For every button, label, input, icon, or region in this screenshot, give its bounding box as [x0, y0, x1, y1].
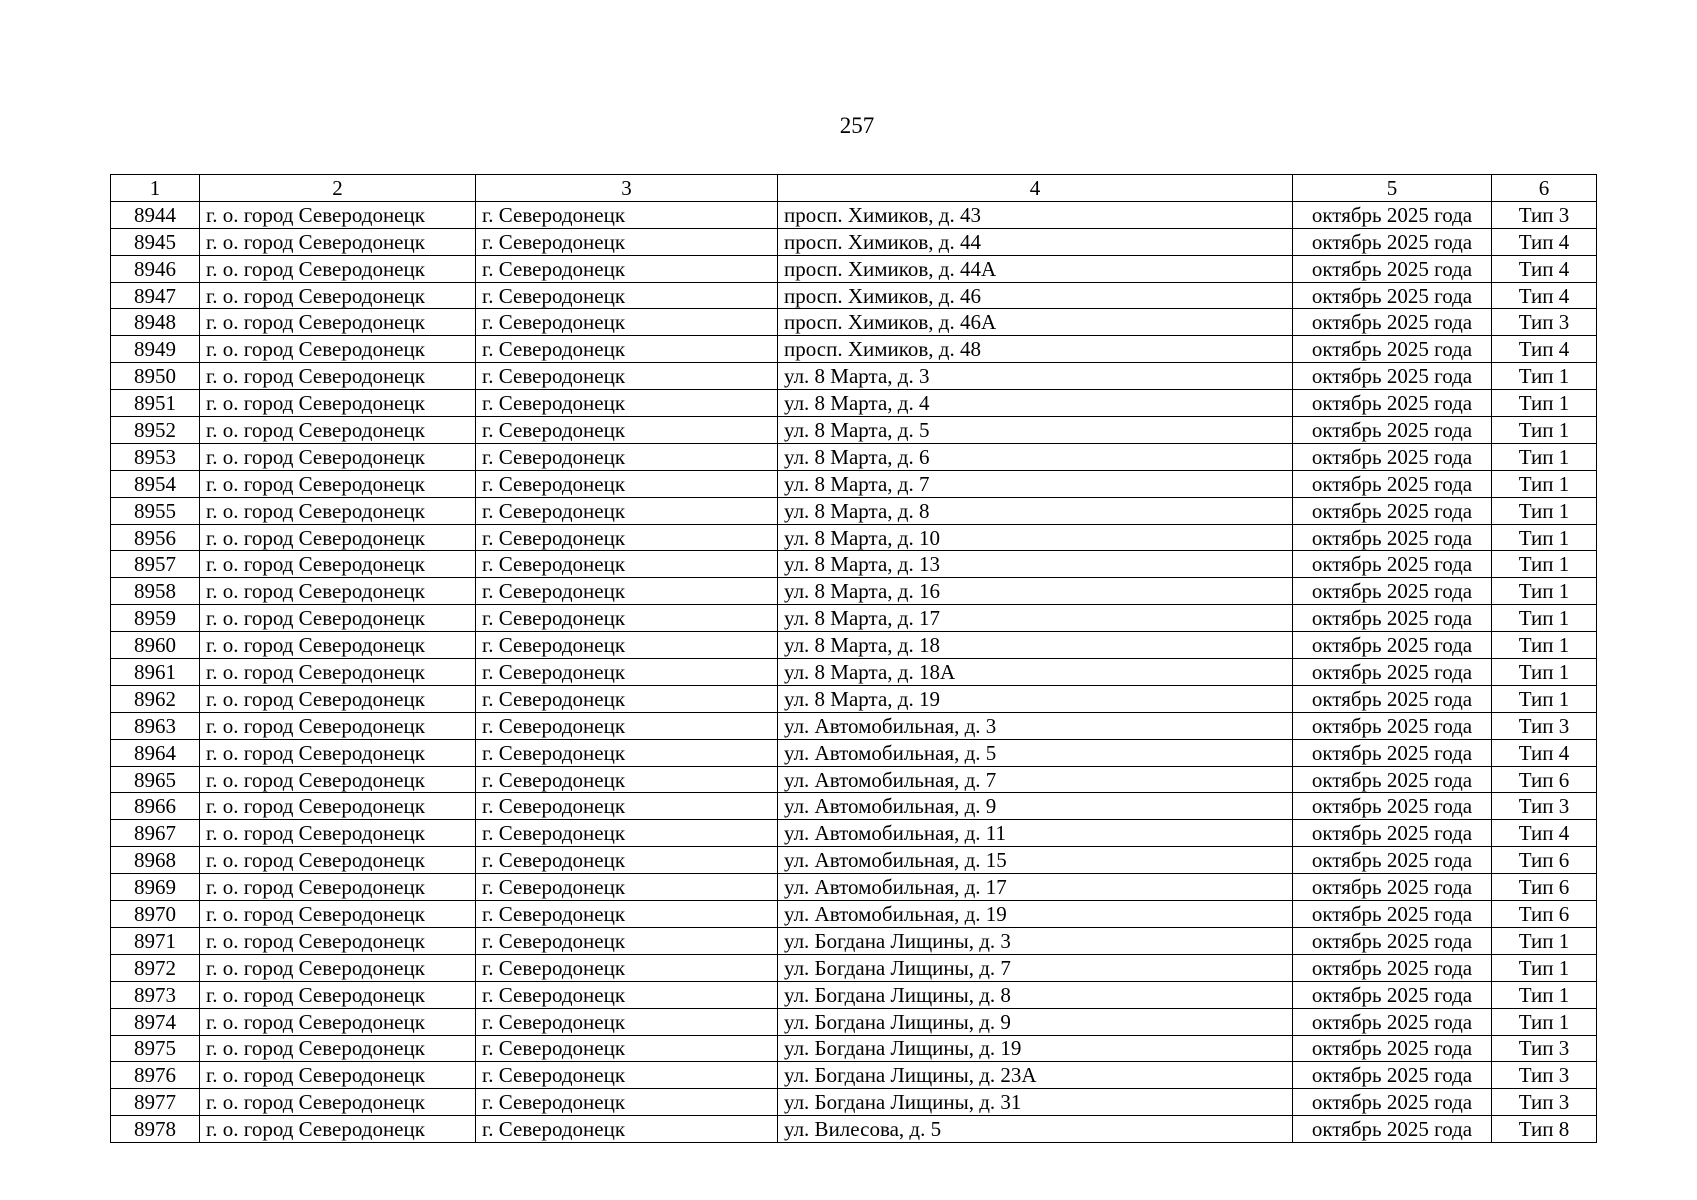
district-cell: г. о. город Северодонецк	[200, 390, 476, 417]
date-cell: октябрь 2025 года	[1293, 1062, 1492, 1089]
date-cell: октябрь 2025 года	[1293, 524, 1492, 551]
type-cell: Тип 3	[1492, 1062, 1597, 1089]
city-cell: г. Северодонецк	[476, 632, 778, 659]
type-cell: Тип 3	[1492, 1089, 1597, 1116]
row-number-cell: 8973	[111, 981, 200, 1008]
type-cell: Тип 8	[1492, 1116, 1597, 1143]
table-row	[111, 443, 1597, 470]
address-cell: просп. Химиков, д. 48	[778, 336, 1293, 363]
column-header-1: 1	[111, 175, 200, 202]
column-header-2: 2	[200, 175, 476, 202]
type-cell: Тип 4	[1492, 739, 1597, 766]
table-row	[111, 336, 1597, 363]
district-cell: г. о. город Северодонецк	[200, 685, 476, 712]
type-cell: Тип 1	[1492, 497, 1597, 524]
column-header-6: 6	[1492, 175, 1597, 202]
row-number-cell: 8972	[111, 954, 200, 981]
city-cell: г. Северодонецк	[476, 766, 778, 793]
row-number-cell: 8945	[111, 228, 200, 255]
date-cell: октябрь 2025 года	[1293, 739, 1492, 766]
page-number: 257	[839, 113, 875, 138]
row-number-cell: 8956	[111, 524, 200, 551]
type-cell: Тип 1	[1492, 417, 1597, 444]
type-cell: Тип 1	[1492, 470, 1597, 497]
city-cell: г. Северодонецк	[476, 712, 778, 739]
address-cell: ул. Автомобильная, д. 15	[778, 847, 1293, 874]
city-cell: г. Северодонецк	[476, 820, 778, 847]
table-row	[111, 1008, 1597, 1035]
type-cell: Тип 1	[1492, 390, 1597, 417]
row-number-cell: 8962	[111, 685, 200, 712]
address-cell: ул. Автомобильная, д. 9	[778, 793, 1293, 820]
district-cell: г. о. город Северодонецк	[200, 1116, 476, 1143]
table-row	[111, 632, 1597, 659]
city-cell: г. Северодонецк	[476, 847, 778, 874]
table-row	[111, 282, 1597, 309]
address-cell: ул. 8 Марта, д. 8	[778, 497, 1293, 524]
date-cell: октябрь 2025 года	[1293, 927, 1492, 954]
table-row	[111, 1089, 1597, 1116]
row-number-cell: 8971	[111, 927, 200, 954]
table-row	[111, 497, 1597, 524]
address-cell: просп. Химиков, д. 46А	[778, 309, 1293, 336]
type-cell: Тип 1	[1492, 981, 1597, 1008]
type-cell: Тип 3	[1492, 309, 1597, 336]
district-cell: г. о. город Северодонецк	[200, 766, 476, 793]
address-cell: ул. Автомобильная, д. 3	[778, 712, 1293, 739]
table-body	[111, 201, 1597, 1142]
type-cell: Тип 1	[1492, 685, 1597, 712]
table-row	[111, 201, 1597, 228]
address-cell: ул. 8 Марта, д. 18А	[778, 659, 1293, 686]
date-cell: октябрь 2025 года	[1293, 901, 1492, 928]
address-cell: ул. Автомобильная, д. 7	[778, 766, 1293, 793]
row-number-cell: 8957	[111, 551, 200, 578]
housing-table	[110, 174, 1597, 1143]
row-number-cell: 8944	[111, 201, 200, 228]
table-row	[111, 820, 1597, 847]
row-number-cell: 8951	[111, 390, 200, 417]
table-row	[111, 470, 1597, 497]
row-number-cell: 8969	[111, 874, 200, 901]
row-number-cell: 8946	[111, 255, 200, 282]
date-cell: октябрь 2025 года	[1293, 954, 1492, 981]
row-number-cell: 8958	[111, 578, 200, 605]
date-cell: октябрь 2025 года	[1293, 255, 1492, 282]
table-row	[111, 363, 1597, 390]
table-row	[111, 901, 1597, 928]
table-row	[111, 605, 1597, 632]
city-cell: г. Северодонецк	[476, 1116, 778, 1143]
address-cell: ул. Богдана Лищины, д. 9	[778, 1008, 1293, 1035]
date-cell: октябрь 2025 года	[1293, 766, 1492, 793]
district-cell: г. о. город Северодонецк	[200, 901, 476, 928]
row-number-cell: 8963	[111, 712, 200, 739]
date-cell: октябрь 2025 года	[1293, 659, 1492, 686]
table-row	[111, 309, 1597, 336]
address-cell: ул. Автомобильная, д. 19	[778, 901, 1293, 928]
type-cell: Тип 3	[1492, 793, 1597, 820]
city-cell: г. Северодонецк	[476, 1062, 778, 1089]
date-cell: октябрь 2025 года	[1293, 1008, 1492, 1035]
address-cell: ул. 8 Марта, д. 16	[778, 578, 1293, 605]
row-number-cell: 8947	[111, 282, 200, 309]
district-cell: г. о. город Северодонецк	[200, 551, 476, 578]
district-cell: г. о. город Северодонецк	[200, 981, 476, 1008]
type-cell: Тип 4	[1492, 820, 1597, 847]
district-cell: г. о. город Северодонецк	[200, 578, 476, 605]
type-cell: Тип 1	[1492, 1008, 1597, 1035]
address-cell: просп. Химиков, д. 44	[778, 228, 1293, 255]
table-row	[111, 685, 1597, 712]
address-cell: ул. Богдана Лищины, д. 19	[778, 1035, 1293, 1062]
row-number-cell: 8964	[111, 739, 200, 766]
address-cell: ул. 8 Марта, д. 19	[778, 685, 1293, 712]
type-cell: Тип 1	[1492, 363, 1597, 390]
type-cell: Тип 1	[1492, 605, 1597, 632]
table-header-row	[111, 175, 1597, 202]
date-cell: октябрь 2025 года	[1293, 551, 1492, 578]
date-cell: октябрь 2025 года	[1293, 336, 1492, 363]
district-cell: г. о. город Северодонецк	[200, 470, 476, 497]
date-cell: октябрь 2025 года	[1293, 847, 1492, 874]
date-cell: октябрь 2025 года	[1293, 282, 1492, 309]
district-cell: г. о. город Северодонецк	[200, 309, 476, 336]
city-cell: г. Северодонецк	[476, 201, 778, 228]
row-number-cell: 8977	[111, 1089, 200, 1116]
address-cell: ул. Автомобильная, д. 5	[778, 739, 1293, 766]
district-cell: г. о. город Северодонецк	[200, 712, 476, 739]
table-row	[111, 228, 1597, 255]
address-cell: ул. Автомобильная, д. 17	[778, 874, 1293, 901]
address-cell: ул. 8 Марта, д. 17	[778, 605, 1293, 632]
district-cell: г. о. город Северодонецк	[200, 1035, 476, 1062]
address-cell: ул. 8 Марта, д. 7	[778, 470, 1293, 497]
date-cell: октябрь 2025 года	[1293, 1089, 1492, 1116]
district-cell: г. о. город Северодонецк	[200, 1089, 476, 1116]
district-cell: г. о. город Северодонецк	[200, 793, 476, 820]
district-cell: г. о. город Северодонецк	[200, 417, 476, 444]
row-number-cell: 8976	[111, 1062, 200, 1089]
row-number-cell: 8952	[111, 417, 200, 444]
type-cell: Тип 3	[1492, 712, 1597, 739]
date-cell: октябрь 2025 года	[1293, 228, 1492, 255]
city-cell: г. Северодонецк	[476, 443, 778, 470]
row-number-cell: 8965	[111, 766, 200, 793]
date-cell: октябрь 2025 года	[1293, 793, 1492, 820]
district-cell: г. о. город Северодонецк	[200, 954, 476, 981]
address-cell: ул. 8 Марта, д. 3	[778, 363, 1293, 390]
table-row	[111, 739, 1597, 766]
date-cell: октябрь 2025 года	[1293, 309, 1492, 336]
table-row	[111, 390, 1597, 417]
date-cell: октябрь 2025 года	[1293, 443, 1492, 470]
row-number-cell: 8948	[111, 309, 200, 336]
type-cell: Тип 1	[1492, 632, 1597, 659]
date-cell: октябрь 2025 года	[1293, 1116, 1492, 1143]
row-number-cell: 8955	[111, 497, 200, 524]
date-cell: октябрь 2025 года	[1293, 497, 1492, 524]
type-cell: Тип 6	[1492, 766, 1597, 793]
row-number-cell: 8959	[111, 605, 200, 632]
table-row	[111, 981, 1597, 1008]
district-cell: г. о. город Северодонецк	[200, 874, 476, 901]
address-cell: ул. 8 Марта, д. 4	[778, 390, 1293, 417]
table-row	[111, 847, 1597, 874]
district-cell: г. о. город Северодонецк	[200, 659, 476, 686]
type-cell: Тип 4	[1492, 228, 1597, 255]
address-cell: ул. Богдана Лищины, д. 7	[778, 954, 1293, 981]
type-cell: Тип 1	[1492, 927, 1597, 954]
type-cell: Тип 3	[1492, 201, 1597, 228]
type-cell: Тип 6	[1492, 901, 1597, 928]
district-cell: г. о. город Северодонецк	[200, 847, 476, 874]
type-cell: Тип 1	[1492, 551, 1597, 578]
column-header-4: 4	[778, 175, 1293, 202]
table-row	[111, 255, 1597, 282]
type-cell: Тип 6	[1492, 874, 1597, 901]
city-cell: г. Северодонецк	[476, 874, 778, 901]
district-cell: г. о. город Северодонецк	[200, 363, 476, 390]
table-row	[111, 712, 1597, 739]
row-number-cell: 8950	[111, 363, 200, 390]
district-cell: г. о. город Северодонецк	[200, 739, 476, 766]
type-cell: Тип 4	[1492, 282, 1597, 309]
row-number-cell: 8978	[111, 1116, 200, 1143]
address-cell: ул. 8 Марта, д. 10	[778, 524, 1293, 551]
row-number-cell: 8949	[111, 336, 200, 363]
district-cell: г. о. город Северодонецк	[200, 605, 476, 632]
district-cell: г. о. город Северодонецк	[200, 443, 476, 470]
type-cell: Тип 1	[1492, 524, 1597, 551]
row-number-cell: 8968	[111, 847, 200, 874]
table-row	[111, 524, 1597, 551]
district-cell: г. о. город Северодонецк	[200, 336, 476, 363]
date-cell: октябрь 2025 года	[1293, 632, 1492, 659]
district-cell: г. о. город Северодонецк	[200, 228, 476, 255]
address-cell: ул. Богдана Лищины, д. 31	[778, 1089, 1293, 1116]
district-cell: г. о. город Северодонецк	[200, 497, 476, 524]
date-cell: октябрь 2025 года	[1293, 363, 1492, 390]
row-number-cell: 8960	[111, 632, 200, 659]
date-cell: октябрь 2025 года	[1293, 201, 1492, 228]
city-cell: г. Северодонецк	[476, 1089, 778, 1116]
date-cell: октябрь 2025 года	[1293, 470, 1492, 497]
row-number-cell: 8974	[111, 1008, 200, 1035]
table-row	[111, 1062, 1597, 1089]
date-cell: октябрь 2025 года	[1293, 1035, 1492, 1062]
city-cell: г. Северодонецк	[476, 255, 778, 282]
address-cell: ул. Вилесова, д. 5	[778, 1116, 1293, 1143]
district-cell: г. о. город Северодонецк	[200, 282, 476, 309]
type-cell: Тип 4	[1492, 336, 1597, 363]
date-cell: октябрь 2025 года	[1293, 390, 1492, 417]
city-cell: г. Северодонецк	[476, 470, 778, 497]
city-cell: г. Северодонецк	[476, 981, 778, 1008]
row-number-cell: 8966	[111, 793, 200, 820]
table-row	[111, 793, 1597, 820]
district-cell: г. о. город Северодонецк	[200, 927, 476, 954]
table-row	[111, 1035, 1597, 1062]
city-cell: г. Северодонецк	[476, 927, 778, 954]
city-cell: г. Северодонецк	[476, 793, 778, 820]
table-row	[111, 578, 1597, 605]
city-cell: г. Северодонецк	[476, 309, 778, 336]
date-cell: октябрь 2025 года	[1293, 820, 1492, 847]
city-cell: г. Северодонецк	[476, 1008, 778, 1035]
city-cell: г. Северодонецк	[476, 282, 778, 309]
table-row	[111, 417, 1597, 444]
city-cell: г. Северодонецк	[476, 605, 778, 632]
city-cell: г. Северодонецк	[476, 228, 778, 255]
address-cell: просп. Химиков, д. 46	[778, 282, 1293, 309]
district-cell: г. о. город Северодонецк	[200, 524, 476, 551]
row-number-cell: 8970	[111, 901, 200, 928]
column-header-5: 5	[1293, 175, 1492, 202]
address-cell: ул. Богдана Лищины, д. 3	[778, 927, 1293, 954]
city-cell: г. Северодонецк	[476, 336, 778, 363]
district-cell: г. о. город Северодонецк	[200, 255, 476, 282]
address-cell: ул. 8 Марта, д. 13	[778, 551, 1293, 578]
address-cell: ул. 8 Марта, д. 6	[778, 443, 1293, 470]
city-cell: г. Северодонецк	[476, 497, 778, 524]
type-cell: Тип 3	[1492, 1035, 1597, 1062]
address-cell: ул. Богдана Лищины, д. 23А	[778, 1062, 1293, 1089]
address-cell: ул. Богдана Лищины, д. 8	[778, 981, 1293, 1008]
city-cell: г. Северодонецк	[476, 524, 778, 551]
city-cell: г. Северодонецк	[476, 551, 778, 578]
city-cell: г. Северодонецк	[476, 659, 778, 686]
type-cell: Тип 1	[1492, 578, 1597, 605]
city-cell: г. Северодонецк	[476, 739, 778, 766]
date-cell: октябрь 2025 года	[1293, 417, 1492, 444]
city-cell: г. Северодонецк	[476, 954, 778, 981]
address-cell: ул. Автомобильная, д. 11	[778, 820, 1293, 847]
address-cell: просп. Химиков, д. 44А	[778, 255, 1293, 282]
column-header-3: 3	[476, 175, 778, 202]
row-number-cell: 8975	[111, 1035, 200, 1062]
city-cell: г. Северодонецк	[476, 901, 778, 928]
table-row	[111, 551, 1597, 578]
city-cell: г. Северодонецк	[476, 578, 778, 605]
type-cell: Тип 1	[1492, 659, 1597, 686]
date-cell: октябрь 2025 года	[1293, 685, 1492, 712]
district-cell: г. о. город Северодонецк	[200, 1008, 476, 1035]
district-cell: г. о. город Северодонецк	[200, 632, 476, 659]
date-cell: октябрь 2025 года	[1293, 712, 1492, 739]
table-row	[111, 766, 1597, 793]
table-row	[111, 927, 1597, 954]
district-cell: г. о. город Северодонецк	[200, 1062, 476, 1089]
type-cell: Тип 4	[1492, 255, 1597, 282]
row-number-cell: 8961	[111, 659, 200, 686]
address-cell: просп. Химиков, д. 43	[778, 201, 1293, 228]
date-cell: октябрь 2025 года	[1293, 874, 1492, 901]
city-cell: г. Северодонецк	[476, 390, 778, 417]
city-cell: г. Северодонецк	[476, 363, 778, 390]
date-cell: октябрь 2025 года	[1293, 578, 1492, 605]
row-number-cell: 8954	[111, 470, 200, 497]
date-cell: октябрь 2025 года	[1293, 981, 1492, 1008]
type-cell: Тип 6	[1492, 847, 1597, 874]
table-row	[111, 1116, 1597, 1143]
row-number-cell: 8953	[111, 443, 200, 470]
table-row	[111, 874, 1597, 901]
city-cell: г. Северодонецк	[476, 417, 778, 444]
row-number-cell: 8967	[111, 820, 200, 847]
type-cell: Тип 1	[1492, 443, 1597, 470]
city-cell: г. Северодонецк	[476, 685, 778, 712]
table-row	[111, 954, 1597, 981]
district-cell: г. о. город Северодонецк	[200, 820, 476, 847]
date-cell: октябрь 2025 года	[1293, 605, 1492, 632]
address-cell: ул. 8 Марта, д. 5	[778, 417, 1293, 444]
table-row	[111, 659, 1597, 686]
district-cell: г. о. город Северодонецк	[200, 201, 476, 228]
city-cell: г. Северодонецк	[476, 1035, 778, 1062]
address-cell: ул. 8 Марта, д. 18	[778, 632, 1293, 659]
type-cell: Тип 1	[1492, 954, 1597, 981]
